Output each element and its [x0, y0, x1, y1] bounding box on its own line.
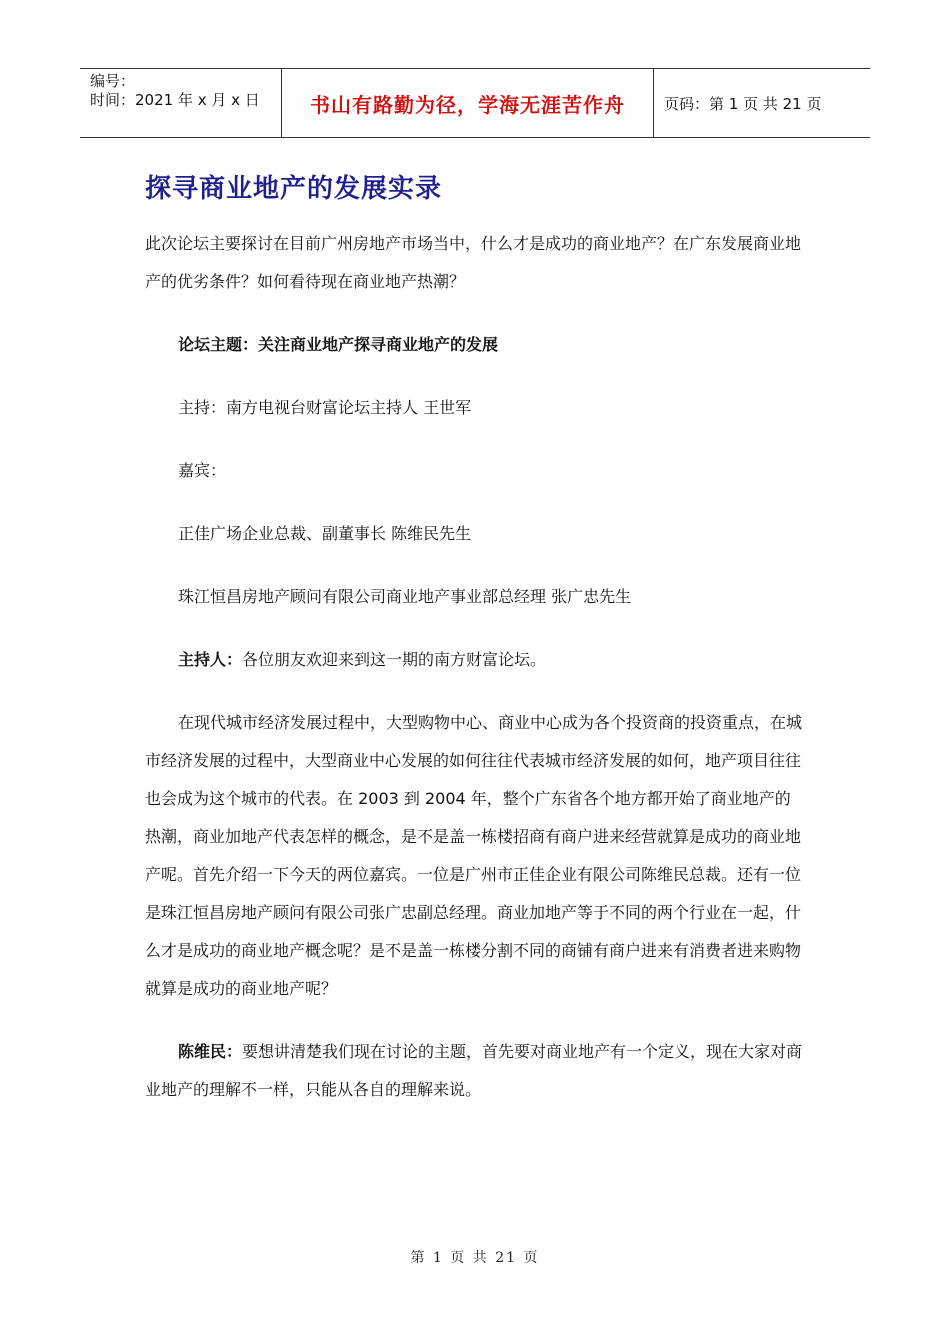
header-page-info: 页码：第 1 页 共 21 页 — [664, 94, 822, 113]
forum-topic: 论坛主题：关注商业地产探寻商业地产的发展 — [178, 335, 499, 354]
page-header — [80, 68, 870, 138]
chen-text: 要想讲清楚我们现在讨论的主题，首先要对商业地产有一个定义，现在大家对商业地产的理解不一样，只能从各自的理解来说。 — [145, 1042, 803, 1099]
guests-label: 嘉宾： — [178, 461, 227, 480]
guest-1: 正佳广场企业总裁、副董事长 陈维民先生 — [178, 524, 472, 543]
document-title: 探寻商业地产的发展实录 — [145, 174, 443, 204]
host-intro-paragraph: 在现代城市经济发展过程中，大型购物中心、商业中心成为各个投资商的投资重点，在城市经济发展的过程中，大型商业中心发展的如何往往代表城市经济发展的如何，地产项目往往也会成为这个城市的代表。在 2003 到 2004 年，整个广东省各个地方都开始了商业地产的热潮，商业加地产代表怎样的概念，是不是盖一栋楼招商有商户进来经营就算是成功的商业地产呢。首先介绍一下今天的两位嘉宾。一位是广州市正佳企业有限公司陈维民总裁。还有一位是珠江恒昌房地产顾问有限公司张广忠副总经理。商业加地产等于不同的两个行业在一起，什么才是成功的商业地产概念呢？是不是盖一栋楼分割不同的商铺有商户进来有消费者进来购物就算是成功的商业地产呢？ — [145, 713, 803, 998]
host-line: 主持：南方电视台财富论坛主持人 王世军 — [178, 398, 472, 417]
chen-speaker-label: 陈维民 — [178, 1042, 227, 1061]
host-speaker-colon: ： — [226, 650, 243, 669]
header-meta — [80, 69, 282, 137]
chen-paragraph — [145, 1033, 805, 1109]
host-greeting-paragraph — [145, 641, 805, 679]
date-line: 时间：2021 年 x 月 x 日 — [90, 91, 260, 109]
number-label: 编号： — [90, 72, 136, 90]
host-greeting-text: 各位朋友欢迎来到这一期的南方财富论坛。 — [242, 650, 547, 669]
host-speaker-label: 主持人 — [178, 650, 227, 669]
chen-speaker-colon: ： — [226, 1042, 243, 1061]
guest-2: 珠江恒昌房地产顾问有限公司商业地产事业部总经理 张广忠先生 — [178, 587, 632, 606]
intro-paragraph: 此次论坛主要探讨在目前广州房地产市场当中，什么才是成功的商业地产？在广东发展商业地产的优劣条件？如何看待现在商业地产热潮？ — [145, 234, 802, 291]
page-footer: 第 1 页 共 21 页 — [410, 1250, 540, 1266]
header-motto: 书山有路勤为径，学海无涯苦作舟 — [282, 69, 654, 137]
document-body — [145, 225, 805, 1109]
